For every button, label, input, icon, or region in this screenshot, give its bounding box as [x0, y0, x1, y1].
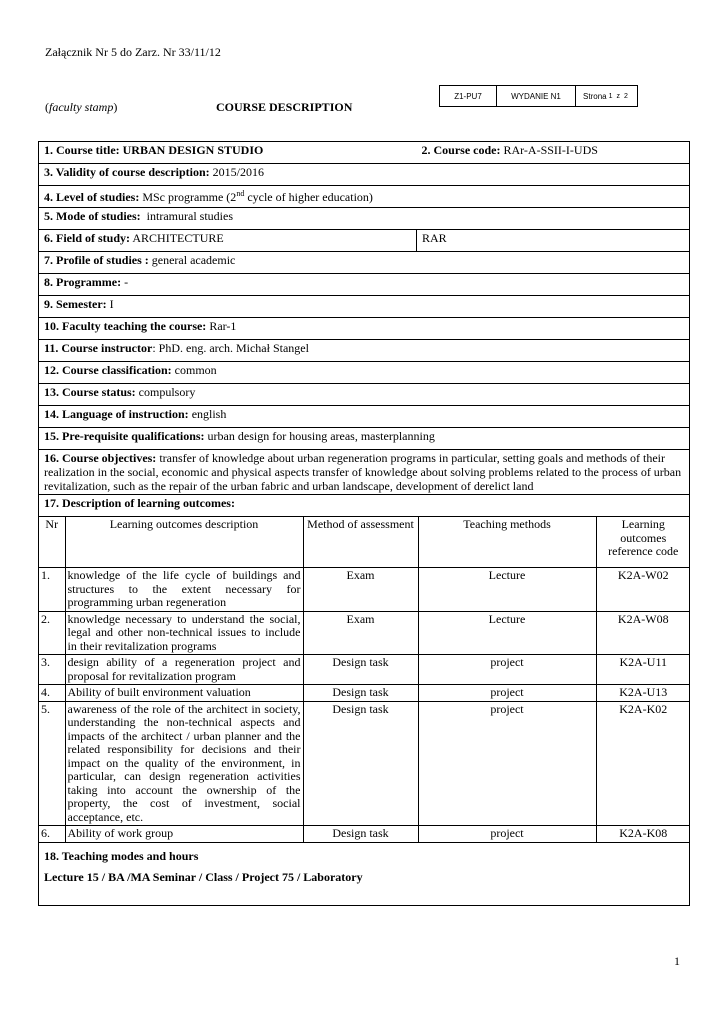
- learning-outcomes-table: [39, 517, 690, 842]
- form-code: Z1-PU7: [440, 86, 497, 106]
- row-outcomes-table: [39, 517, 690, 843]
- teaching-modes-hours: Lecture 15 / BA /MA Seminar / Class / Project 75 / Laboratory: [44, 869, 363, 884]
- teaching-modes-title: 18. Teaching modes and hours: [44, 848, 199, 863]
- header-teaching: Teaching methods: [418, 517, 596, 568]
- page-sep: z: [616, 92, 621, 100]
- page-number: 1: [674, 954, 680, 968]
- table-row: 2. knowledge necessary to understand the social, legal and other non-technical issues to include in their revitalization programs Exam Lecture K2A-W08: [39, 611, 690, 655]
- row-mode: 5. Mode of studies: intramural studies: [39, 208, 690, 230]
- course-title: 1. Course title: URBAN DESIGN STUDIO: [39, 142, 417, 164]
- row-outcomes-title: 17. Description of learning outcomes:: [39, 495, 690, 517]
- faculty-stamp: (faculty stamp): [45, 100, 118, 114]
- course-code: 2. Course code: RAr-A-SSII-I-UDS: [417, 142, 690, 164]
- field-of-study: 6. Field of study: ARCHITECTURE: [39, 230, 417, 252]
- header-code: Learning outcomes reference code: [596, 517, 690, 568]
- row-validity: 3. Validity of course description: 2015/2016: [39, 164, 690, 186]
- row-faculty: 10. Faculty teaching the course: Rar-1: [39, 318, 690, 340]
- row-semester: 9. Semester: I: [39, 296, 690, 318]
- document-info-box: [439, 85, 638, 107]
- table-row: 4. Ability of built environment valuation Design task project K2A-U13: [39, 685, 690, 702]
- page-indicator: [576, 86, 637, 106]
- row-status: 13. Course status: compulsory: [39, 384, 690, 406]
- page-total: 2: [624, 92, 628, 100]
- row-programme: 8. Programme: -: [39, 274, 690, 296]
- row-language: 14. Language of instruction: english: [39, 406, 690, 428]
- row-profile: 7. Profile of studies : general academic: [39, 252, 690, 274]
- row-field: [39, 230, 690, 252]
- row-objectives: 16. Course objectives: transfer of knowledge about urban regeneration programs in particular, setting goals and methods of their realization in the social, economic and physical aspects transfer of knowledge about solving problems related to the process of urban revitalization, such as the repair of the urban fabric and urban landscape, development of derelict land: [39, 450, 690, 495]
- course-description-table: [38, 141, 690, 906]
- header-method: Method of assessment: [303, 517, 418, 568]
- row-instructor: 11. Course instructor: PhD. eng. arch. Michał Stangel: [39, 340, 690, 362]
- edition: WYDANIE N1: [497, 86, 576, 106]
- row-course-title: [39, 142, 690, 164]
- row-teaching-modes: [39, 842, 690, 905]
- header-description: Learning outcomes description: [65, 517, 303, 568]
- field-code: RAR: [417, 230, 690, 252]
- page-label: Strona: [583, 91, 607, 101]
- table-row: 5. awareness of the role of the architect in society, understanding the non-technical aspects and impacts of the architect / urban planner and the related responsibility for decisions and their impact on the quality of the environment, in particular, can design regeneration activities taking into account the ownership of the property, the cost of investment, social acceptance, etc. Design task project K2A-K02: [39, 701, 690, 826]
- table-row: 3. design ability of a regeneration project and proposal for revitalization program Design task project K2A-U11: [39, 655, 690, 685]
- annex-header: Załącznik Nr 5 do Zarz. Nr 33/11/12: [45, 45, 221, 59]
- document-title: COURSE DESCRIPTION: [216, 100, 353, 114]
- table-row: 6. Ability of work group Design task project K2A-K08: [39, 826, 690, 842]
- header-nr: Nr: [39, 517, 65, 568]
- row-classification: 12. Course classification: common: [39, 362, 690, 384]
- outcomes-header-row: [39, 517, 690, 568]
- table-row: 1. knowledge of the life cycle of buildings and structures to the extent necessary for programming urban regeneration Exam Lecture K2A-W02: [39, 568, 690, 612]
- faculty-stamp-text: faculty stamp: [49, 100, 114, 114]
- row-level: 4. Level of studies: MSc programme (2nd cycle of higher education): [39, 186, 690, 208]
- row-prerequisites: 15. Pre-requisite qualifications: urban design for housing areas, masterplanning: [39, 428, 690, 450]
- page-current: 1: [608, 92, 613, 100]
